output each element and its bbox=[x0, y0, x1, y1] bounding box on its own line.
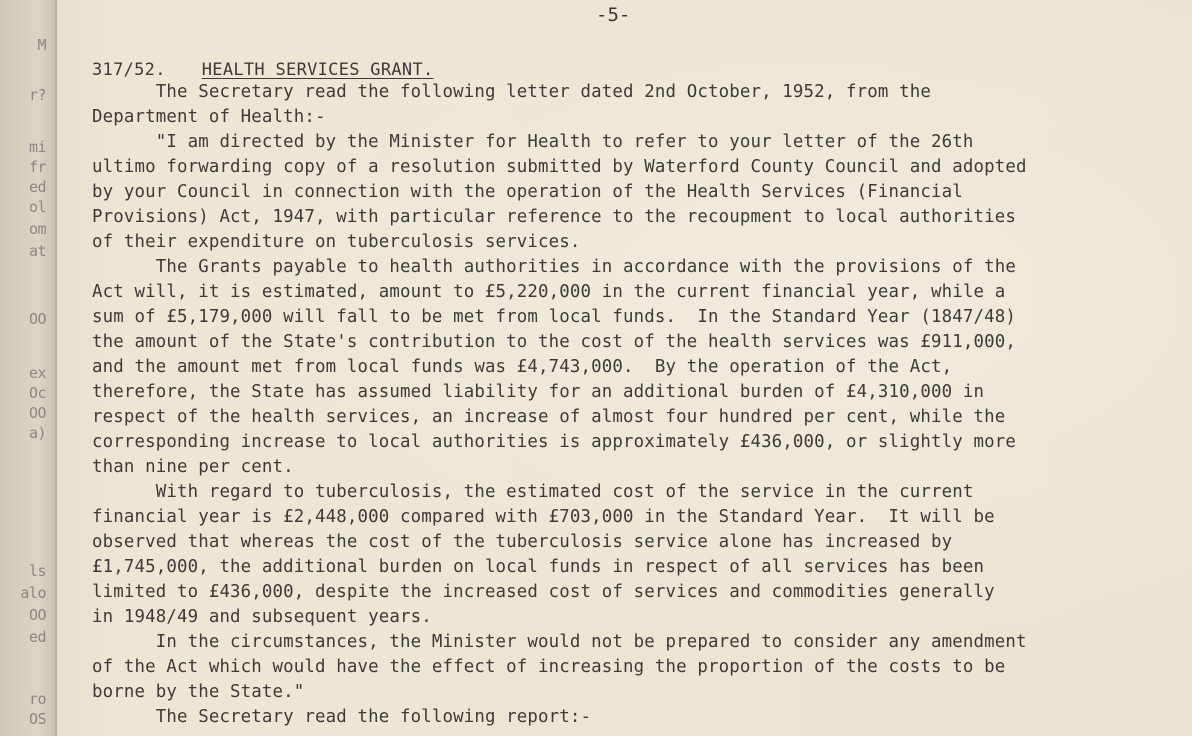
text-line: £1,745,000, the additional burden on local funds in respect of all services has been bbox=[92, 557, 985, 577]
margin-fragment: OO bbox=[28, 404, 46, 422]
margin-fragment: mi bbox=[28, 138, 46, 156]
text-line: the amount of the State's contribution to the cost of the health services was £911,000, bbox=[92, 332, 1016, 352]
margin-fragment: a) bbox=[28, 424, 46, 442]
margin-fragment: r? bbox=[28, 86, 46, 104]
text-line: financial year is £2,448,000 compared with £703,000 in the Standard Year. It will be bbox=[92, 507, 995, 527]
margin-fragment: ro bbox=[28, 690, 46, 708]
binding-margin bbox=[0, 0, 57, 736]
text-line: In the circumstances, the Minister would not be prepared to consider any amendment bbox=[92, 632, 1027, 652]
item-number: 317/52. bbox=[92, 60, 166, 80]
text-line: Department of Health:- bbox=[92, 107, 326, 127]
text-line: of their expenditure on tuberculosis services. bbox=[92, 232, 581, 252]
margin-fragment: ls bbox=[28, 562, 46, 580]
text-line: sum of £5,179,000 will fall to be met from local funds. In the Standard Year (1847/48) bbox=[92, 307, 1016, 327]
text-line: of the Act which would have the effect of increasing the proportion of the costs to be bbox=[92, 657, 1006, 677]
text-line: The Secretary read the following letter dated 2nd October, 1952, from the bbox=[92, 82, 931, 102]
text-line: therefore, the State has assumed liability for an additional burden of £4,310,000 in bbox=[92, 382, 985, 402]
text-line: by your Council in connection with the operation of the Health Services (Financial bbox=[92, 182, 963, 202]
text-line: With regard to tuberculosis, the estimated cost of the service in the current bbox=[92, 482, 974, 502]
margin-fragment: at bbox=[28, 242, 46, 260]
text-line: and the amount met from local funds was £4,743,000. By the operation of the Act, bbox=[92, 357, 953, 377]
text-line: than nine per cent. bbox=[92, 457, 294, 477]
text-line: Provisions) Act, 1947, with particular reference to the recoupment to local authorities bbox=[92, 207, 1016, 227]
text-line: Act will, it is estimated, amount to £5,220,000 in the current financial year, while a bbox=[92, 282, 1006, 302]
text-line: The Grants payable to health authorities in accordance with the provisions of the bbox=[92, 257, 1016, 277]
text-line: borne by the State." bbox=[92, 682, 305, 702]
text-line: in 1948/49 and subsequent years. bbox=[92, 607, 432, 627]
margin-fragment: M bbox=[37, 36, 46, 54]
margin-fragment: fr bbox=[28, 158, 46, 176]
margin-fragment: ex bbox=[28, 364, 46, 382]
text-line: respect of the health services, an increase of almost four hundred per cent, while the bbox=[92, 407, 1006, 427]
minute-heading bbox=[92, 60, 434, 80]
margin-fragment: ed bbox=[28, 178, 46, 196]
margin-fragment: Oc bbox=[28, 384, 46, 402]
text-line: corresponding increase to local authorities is approximately £436,000, or slightly more bbox=[92, 432, 1016, 452]
margin-fragment: ed bbox=[28, 628, 46, 646]
margin-fragment: OS bbox=[28, 710, 46, 728]
margin-fragment: om bbox=[28, 220, 46, 238]
text-line: observed that whereas the cost of the tuberculosis service alone has increased by bbox=[92, 532, 953, 552]
margin-fragment: ol bbox=[28, 198, 46, 216]
text-line: ultimo forwarding copy of a resolution submitted by Waterford County Council and adopted bbox=[92, 157, 1027, 177]
text-line: The Secretary read the following report:- bbox=[92, 707, 592, 727]
margin-fragment: alo bbox=[20, 584, 46, 602]
margin-fragment: OO bbox=[28, 606, 46, 624]
text-line: limited to £436,000, despite the increased cost of services and commodities generally bbox=[92, 582, 995, 602]
item-title: HEALTH SERVICES GRANT. bbox=[201, 60, 434, 80]
page-number: -5- bbox=[596, 4, 631, 26]
margin-fragment: OO bbox=[28, 310, 46, 328]
text-line: "I am directed by the Minister for Health to refer to your letter of the 26th bbox=[92, 132, 974, 152]
